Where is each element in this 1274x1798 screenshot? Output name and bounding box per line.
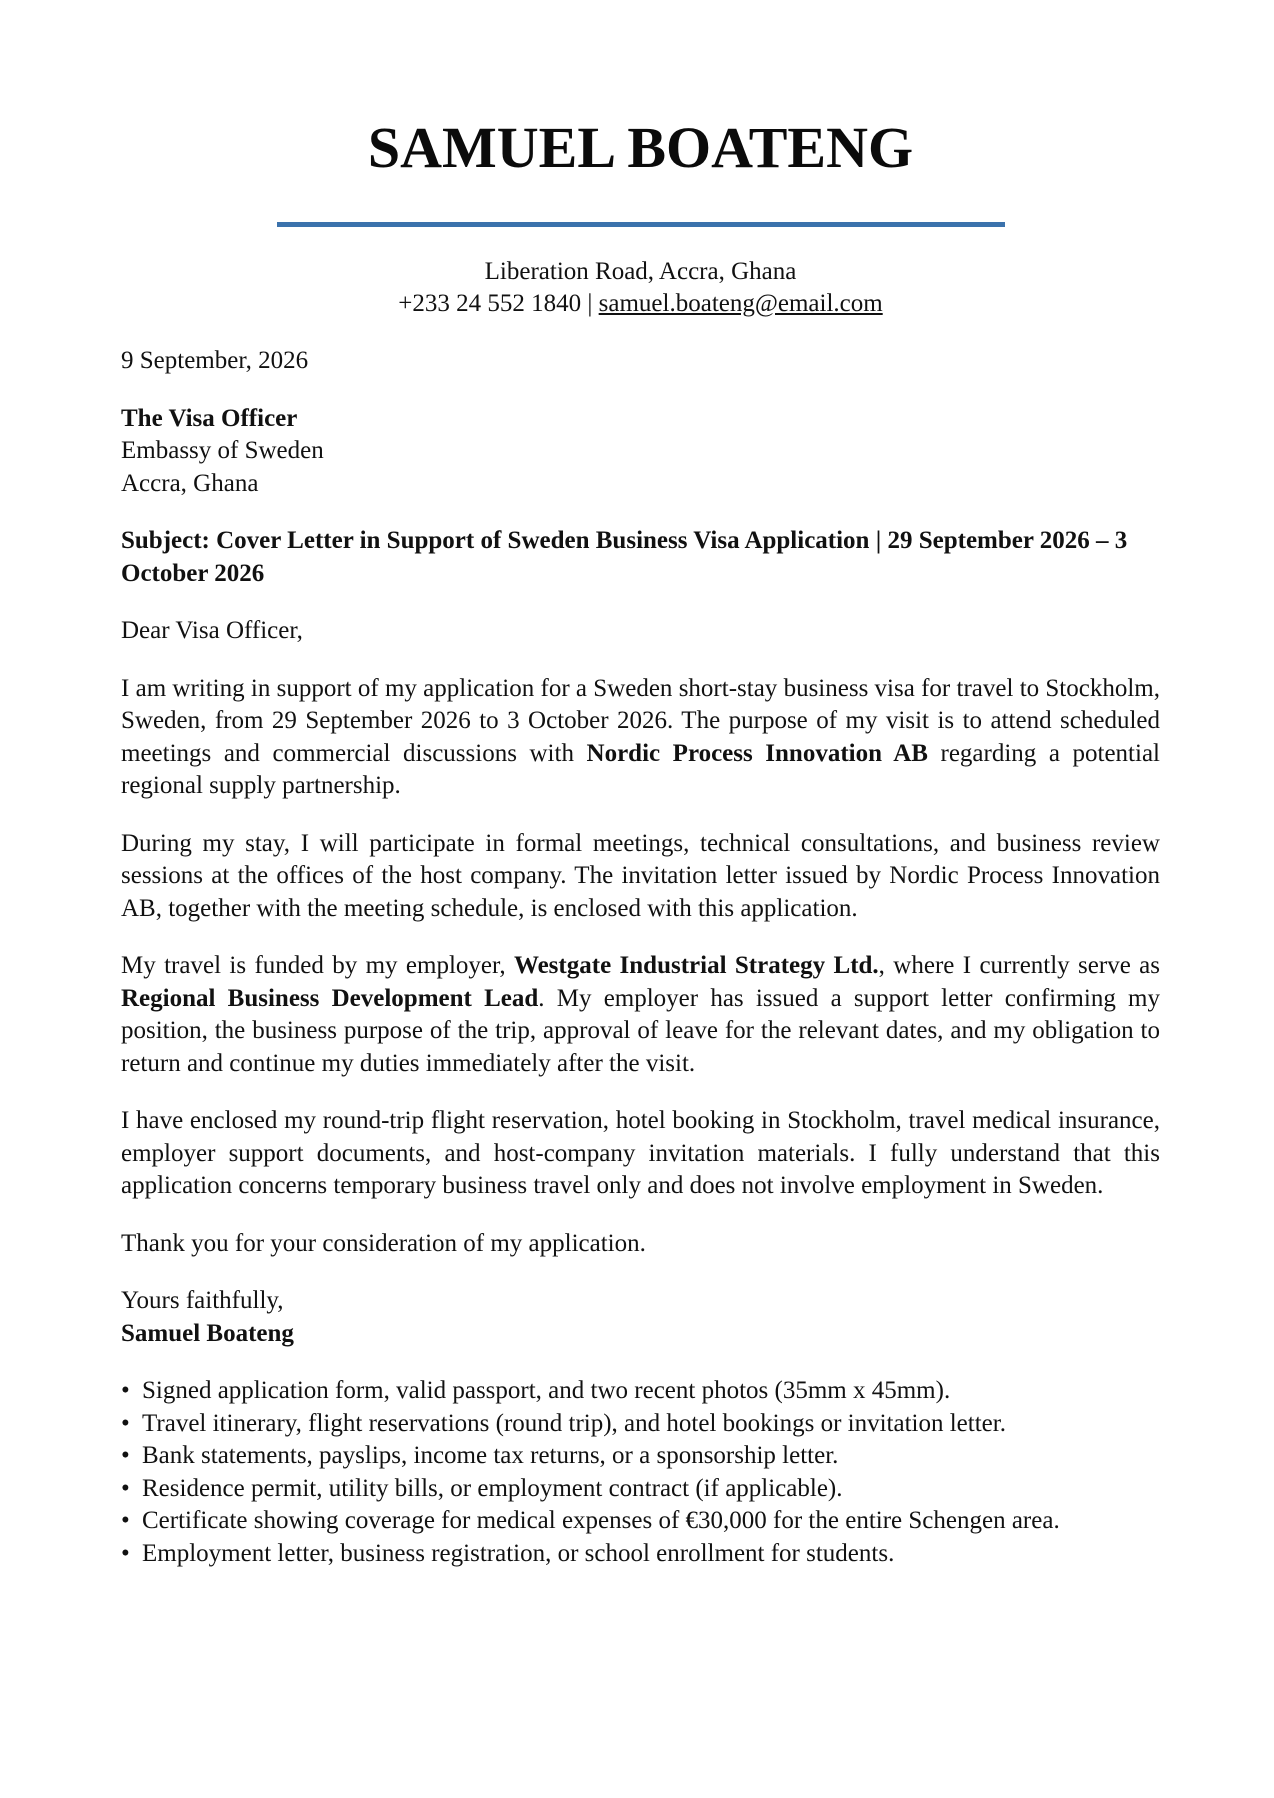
paragraph-purpose-text: I am writing in support of my application for a Sweden short-stay business visa for travel to Stockholm, Sweden, from 29 September 2026 to 3 October 2026. The purpose of my visit is to attend scheduled meetings and commercial discussions with xyxy=(121,674,1160,767)
signature-name: Samuel Boateng xyxy=(121,1319,294,1347)
letter-body xyxy=(121,345,1160,1570)
sender-phone: +233 24 552 1840 xyxy=(398,290,582,317)
recipient-block xyxy=(121,403,1160,501)
list-item-text: Residence permit, utility bills, or employment contract (if applicable). xyxy=(142,1474,843,1502)
paragraph-purpose xyxy=(121,673,1160,803)
job-role: Regional Business Development Lead xyxy=(121,984,539,1012)
paragraph-funding xyxy=(121,950,1160,1080)
list-item-text: Bank statements, payslips, income tax returns, or a sponsorship letter. xyxy=(142,1442,839,1469)
list-item xyxy=(121,1440,1160,1473)
paragraph-activities: During my stay, I will participate in formal meetings, technical consultations, and business review sessions at the offices of the host company. The invitation letter issued by Nordic Process Innovation AB, together with the meeting schedule, is enclosed with this application. xyxy=(121,829,1160,922)
bullet-icon: • xyxy=(121,1539,130,1567)
host-company-name: Nordic Process Innovation AB xyxy=(586,739,928,767)
paragraph-funding-text: My travel is funded by my employer, xyxy=(121,952,514,979)
subject-line: Subject: Cover Letter in Support of Sweden Business Visa Application | 29 September 2026 – 3 October 2026 xyxy=(121,527,1128,587)
bullet-icon: • xyxy=(121,1409,130,1437)
paragraph-thanks: Thank you for your consideration of my application. xyxy=(121,1229,646,1257)
list-item-text: Signed application form, valid passport, and two recent photos (35mm x 45mm). xyxy=(142,1377,951,1404)
header-divider xyxy=(277,222,1005,227)
list-item xyxy=(121,1473,1160,1506)
list-item-text: Employment letter, business registration, or school enrollment for students. xyxy=(142,1539,895,1567)
letter-date: 9 September, 2026 xyxy=(121,347,309,374)
list-item xyxy=(121,1375,1160,1408)
list-item xyxy=(121,1408,1160,1441)
bullet-icon: • xyxy=(121,1377,130,1404)
document-checklist xyxy=(121,1375,1160,1570)
sender-name: SAMUEL BOATENG xyxy=(367,115,914,180)
valediction: Yours faithfully, xyxy=(121,1287,284,1314)
recipient-title: The Visa Officer xyxy=(121,404,298,432)
list-item-text: Travel itinerary, flight reservations (round trip), and hotel bookings or invitation letter. xyxy=(142,1409,1006,1437)
contact-separator: | xyxy=(581,290,599,317)
bullet-icon: • xyxy=(121,1474,130,1502)
list-item xyxy=(121,1505,1160,1538)
bullet-icon: • xyxy=(121,1442,130,1469)
employer-name: Westgate Industrial Strategy Ltd. xyxy=(513,952,879,979)
list-item xyxy=(121,1538,1160,1571)
recipient-organization: Embassy of Sweden xyxy=(121,437,324,464)
paragraph-funding-text-end: . My employer has issued a support letter confirming my position, the business purpose of the trip, approval of leave for the relevant dates, and my obligation to return and continue my duties immediately after the visit. xyxy=(121,984,1160,1077)
sender-email-link[interactable]: samuel.boateng@email.com xyxy=(598,290,883,317)
list-item-text: Certificate showing coverage for medical expenses of €30,000 for the entire Schengen area. xyxy=(142,1507,1060,1534)
bullet-icon: • xyxy=(121,1507,130,1534)
paragraph-enclosures: I have enclosed my round-trip flight reservation, hotel booking in Stockholm, travel medical insurance, employer support documents, and host-company invitation materials. I fully understand that this application concerns temporary business travel only and does not involve employment in Sweden. xyxy=(121,1107,1160,1199)
recipient-location: Accra, Ghana xyxy=(121,469,259,497)
paragraph-funding-text-middle: , where I currently serve as xyxy=(878,952,1160,979)
salutation: Dear Visa Officer, xyxy=(121,617,303,644)
sender-address: Liberation Road, Accra, Ghana xyxy=(484,258,797,285)
paragraph-purpose-text-end: regarding a potential regional supply partnership. xyxy=(121,739,1160,799)
closing-block xyxy=(121,1285,1160,1350)
phone-email-line xyxy=(121,288,1160,320)
contact-block xyxy=(121,256,1160,320)
